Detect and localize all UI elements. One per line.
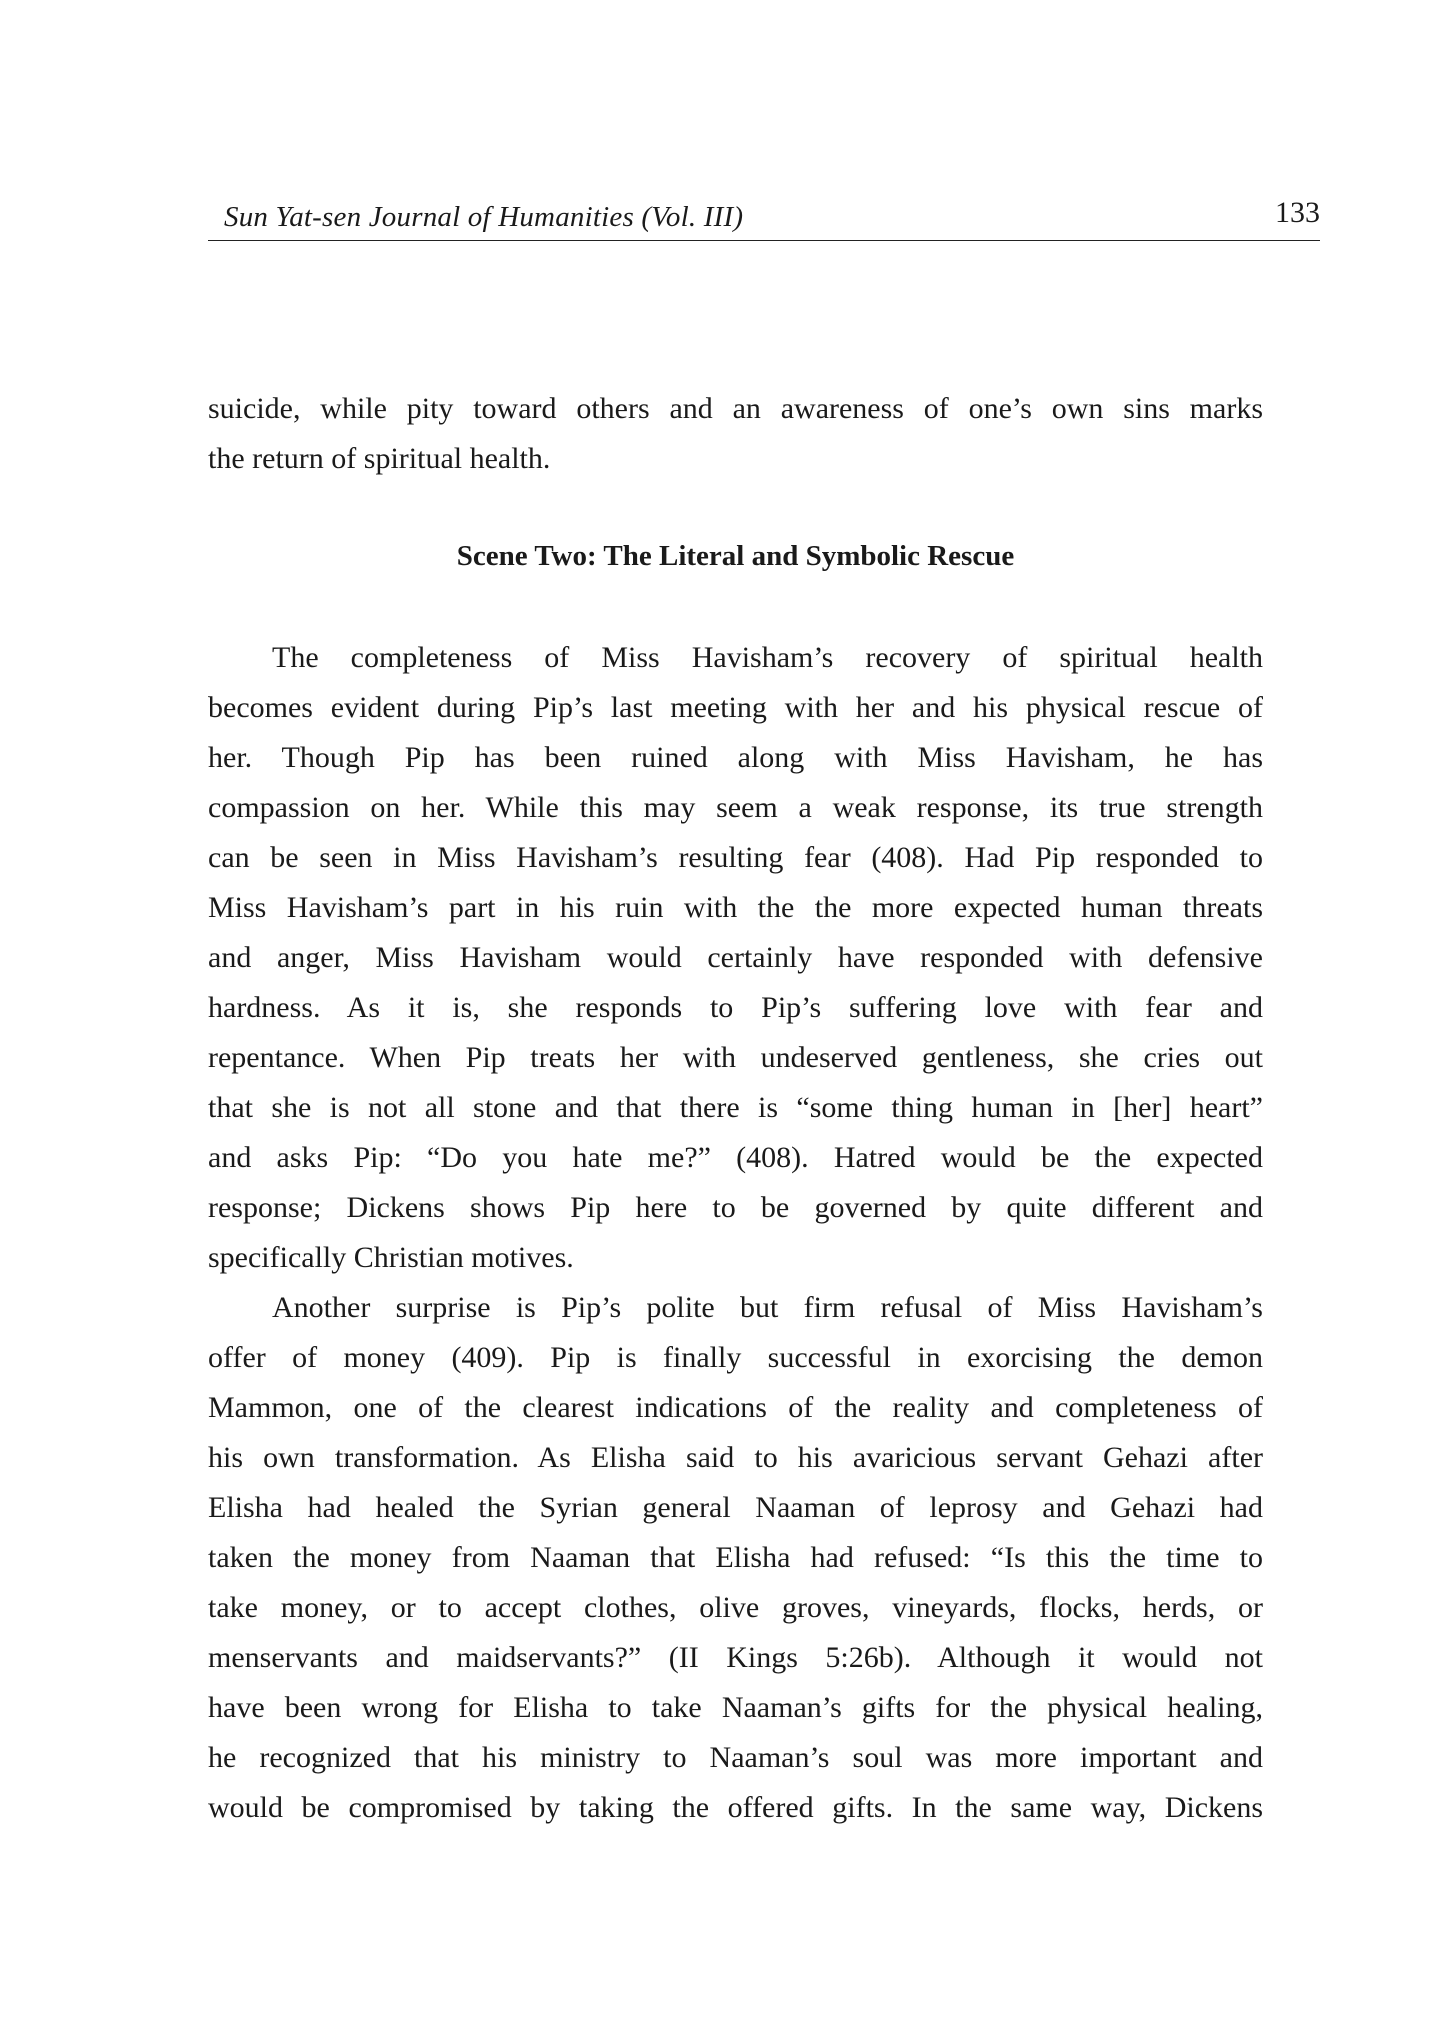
text-line: menservants and maidservants?” (II Kings 5:26b). Although it would not bbox=[208, 1641, 1263, 1674]
body-text bbox=[208, 384, 1263, 1833]
text-line: suicide, while pity toward others and an awareness of one’s own sins marks bbox=[208, 392, 1263, 425]
text-line: he recognized that his ministry to Naaman’s soul was more important and bbox=[208, 1741, 1263, 1774]
text-line: take money, or to accept clothes, olive groves, vineyards, flocks, herds, or bbox=[208, 1591, 1263, 1624]
text-line: specifically Christian motives. bbox=[208, 1241, 574, 1274]
text-line: his own transformation. As Elisha said to his avaricious servant Gehazi after bbox=[208, 1441, 1263, 1474]
text-line: taken the money from Naaman that Elisha had refused: “Is this the time to bbox=[208, 1541, 1263, 1574]
text-line: The completeness of Miss Havisham’s recovery of spiritual health bbox=[272, 641, 1263, 674]
opening-paragraph bbox=[208, 384, 1263, 484]
paragraph-1 bbox=[208, 633, 1263, 1283]
text-line: that she is not all stone and that there is “some thing human in [her] heart” bbox=[208, 1091, 1263, 1124]
running-header bbox=[208, 188, 1320, 241]
text-line: and asks Pip: “Do you hate me?” (408). Hatred would be the expected bbox=[208, 1141, 1263, 1174]
text-line: response; Dickens shows Pip here to be governed by quite different and bbox=[208, 1191, 1263, 1224]
text-line: offer of money (409). Pip is finally successful in exorcising the demon bbox=[208, 1341, 1263, 1374]
text-line: Miss Havisham’s part in his ruin with the the more expected human threats bbox=[208, 891, 1263, 924]
text-line: and anger, Miss Havisham would certainly have responded with defensive bbox=[208, 941, 1263, 974]
text-line: have been wrong for Elisha to take Naaman’s gifts for the physical healing, bbox=[208, 1691, 1263, 1724]
text-line: can be seen in Miss Havisham’s resulting fear (408). Had Pip responded to bbox=[208, 841, 1263, 874]
text-line: becomes evident during Pip’s last meeting with her and his physical rescue of bbox=[208, 691, 1263, 724]
text-line: the return of spiritual health. bbox=[208, 442, 551, 475]
text-line: repentance. When Pip treats her with undeserved gentleness, she cries out bbox=[208, 1041, 1263, 1074]
text-line: compassion on her. While this may seem a weak response, its true strength bbox=[208, 791, 1263, 824]
journal-title: Sun Yat-sen Journal of Humanities (Vol. III) bbox=[224, 201, 744, 233]
text-line: Elisha had healed the Syrian general Naaman of leprosy and Gehazi had bbox=[208, 1491, 1263, 1524]
paragraph-2 bbox=[208, 1283, 1263, 1833]
text-line: hardness. As it is, she responds to Pip’s suffering love with fear and bbox=[208, 991, 1263, 1024]
section-heading: Scene Two: The Literal and Symbolic Rescue bbox=[456, 540, 1015, 572]
text-line: Mammon, one of the clearest indications of the reality and completeness of bbox=[208, 1391, 1263, 1424]
page-number: 133 bbox=[1275, 196, 1320, 229]
text-line: her. Though Pip has been ruined along with Miss Havisham, he has bbox=[208, 741, 1263, 774]
text-line: would be compromised by taking the offered gifts. In the same way, Dickens bbox=[208, 1791, 1263, 1824]
text-line: Another surprise is Pip’s polite but firm refusal of Miss Havisham’s bbox=[272, 1291, 1263, 1324]
